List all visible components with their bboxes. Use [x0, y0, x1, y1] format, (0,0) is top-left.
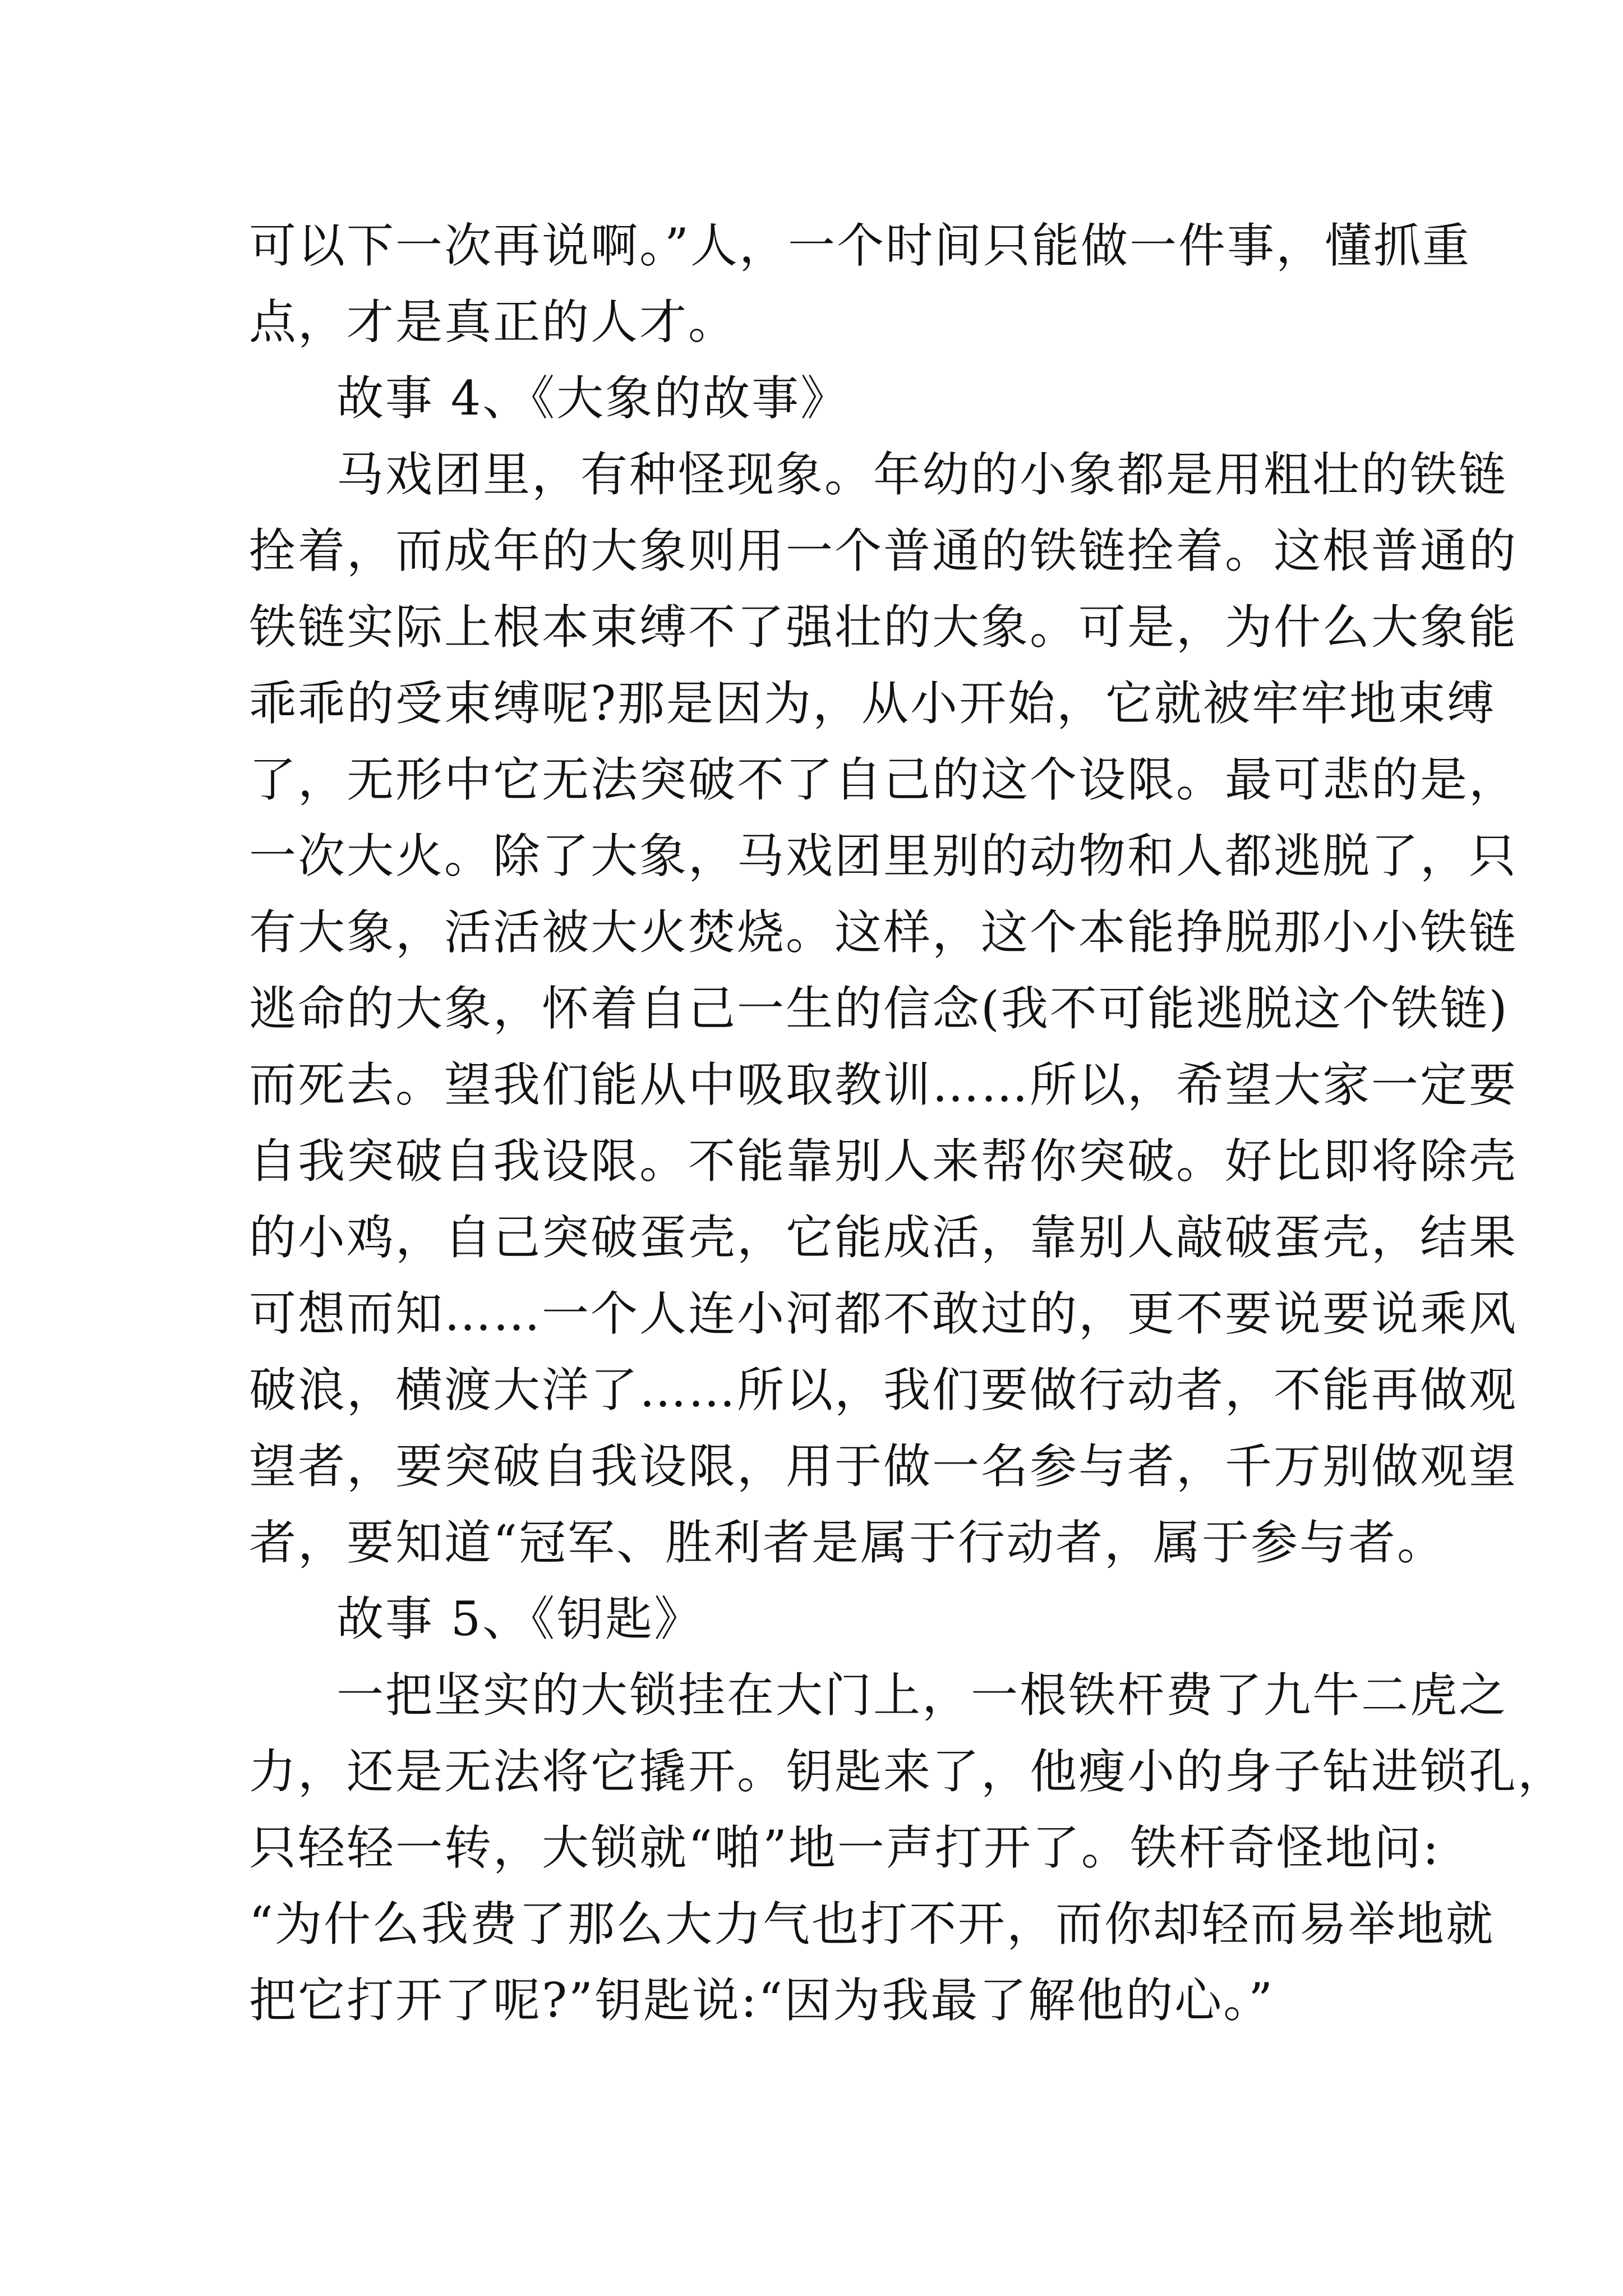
text-line: 了，无形中它无法突破不了自己的这个设限。最可悲的是，: [249, 752, 1518, 807]
paragraph-first-line: 一把坚实的大锁挂在大门上，一根铁杆费了九牛二虎之: [336, 1668, 1508, 1723]
text-line: 可以下一次再说啊。”人，一个时间只能做一件事，懂抓重: [249, 218, 1471, 273]
text-line: 铁链实际上根本束缚不了强壮的大象。可是，为什么大象能: [249, 600, 1518, 655]
text-line: 望者，要突破自我设限，用于做一名参与者，千万别做观望: [249, 1439, 1518, 1494]
body-text: [249, 208, 1567, 2039]
text-line: 拴着，而成年的大象则用一个普通的铁链拴着。这根普通的: [249, 523, 1518, 578]
text-line: 乖乖的受束缚呢?那是因为，从小开始，它就被牢牢地束缚: [249, 676, 1496, 731]
paragraph-first-line: 马戏团里，有种怪现象。年幼的小象都是用粗壮的铁链: [336, 447, 1508, 502]
text-line: 可想而知……一个人连小河都不敢过的，更不要说要说乘风: [249, 1286, 1518, 1341]
text-line: 破浪，横渡大洋了……所以，我们要做行动者，不能再做观: [249, 1363, 1518, 1418]
text-line: 逃命的大象，怀着自己一生的信念(我不可能逃脱这个铁链): [249, 981, 1509, 1036]
text-line: 有大象，活活被大火焚烧。这样，这个本能挣脱那小小铁链: [249, 905, 1518, 960]
story-heading: 故事 4、《大象的故事》: [336, 371, 850, 426]
text-line: “为什么我费了那么大力气也打不开，而你却轻而易举地就: [249, 1897, 1495, 1952]
text-line: 一次大火。除了大象，马戏团里别的动物和人都逃脱了，只: [249, 829, 1518, 884]
text-line: 自我突破自我设限。不能靠别人来帮你突破。好比即将除壳: [249, 1134, 1518, 1189]
story-heading: 故事 5、《钥匙》: [336, 1591, 703, 1646]
text-line: 者，要知道“冠军、胜利者是属于行动者，属于参与者。: [249, 1515, 1446, 1570]
text-line: 把它打开了呢?”钥匙说:“因为我最了解他的心。”: [249, 1973, 1275, 2028]
text-line: 的小鸡，自己突破蛋壳，它能成活，靠别人敲破蛋壳，结果: [249, 1210, 1518, 1265]
text-line: 而死去。望我们能从中吸取教训……所以，希望大家一定要: [249, 1057, 1518, 1112]
text-line: 只轻轻一转，大锁就“啪”地一声打开了。铁杆奇怪地问:: [249, 1820, 1441, 1875]
text-line: 力，还是无法将它撬开。钥匙来了，他瘦小的身子钻进锁孔，: [249, 1744, 1567, 1799]
text-line: 点，才是真正的人才。: [249, 295, 737, 349]
